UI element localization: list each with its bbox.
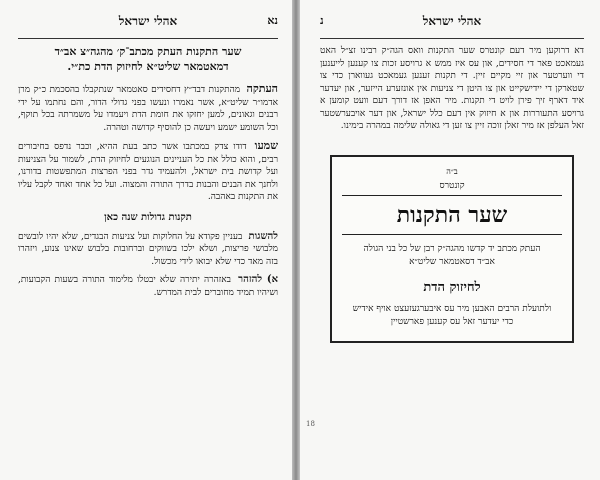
- left-header-title: אהלי ישראל: [118, 14, 178, 28]
- left-section2-lead: שמעו: [254, 139, 278, 152]
- right-header-rule: [320, 38, 584, 39]
- book-gutter: [292, 0, 300, 480]
- left-title: שער התקנות העתק מכתב־ק׳ מהגה״צ אב״ד: [54, 45, 242, 58]
- left-section2-paragraph: [18, 140, 278, 204]
- left-intro-paragraph: [18, 83, 278, 134]
- left-section-heading: תקנות גדולות שנה כאן: [104, 211, 192, 223]
- cover-title-box: [330, 155, 574, 343]
- left-item-2: [18, 274, 278, 299]
- right-page: [300, 0, 600, 480]
- cover-benefit-1: ולתועלת הרבים האבען מיר עס איבערגעזעצט אויף אידיש: [352, 303, 552, 314]
- cover-line-1: העתק מכתב יד קדשו מהגה״ק רבן של כל בני הגולה: [363, 243, 541, 254]
- cover-kuntres: קונטרס: [439, 180, 465, 191]
- right-margin-mark: 18: [306, 420, 315, 428]
- cover-benefit-2: כדי יעדער זאל עס קענען פארשטיין: [390, 316, 514, 327]
- left-subtitle: דמאטמאר שליט״א לחיזוק הדת כת״י.: [67, 60, 229, 73]
- left-item-2-lead: א) להזהר: [238, 274, 278, 285]
- right-page-number: נ: [320, 14, 324, 27]
- left-intro-text: מהתקנות דבד״ץ דחסידים סאטמאר שנתקבלו בהסכמת כ״ק מרן אדמו״ר שליט״א, אשר נאמרו ונעשו בפני גדולי הדור, והם נחתמו על ידי רבנים וגאונים, למען יחזקו את חומת הדת ויעמדו על משמרתה בכל תוקף, וכל השומע ישמע ויעשה כן להוסיף קדושה וטהרה.: [18, 85, 278, 133]
- left-header-rule: [18, 38, 278, 39]
- left-page: [0, 0, 292, 480]
- cover-line-2: אב״ד דסאטמאר שליט״א: [409, 256, 495, 267]
- left-running-head: [18, 14, 278, 36]
- left-item-1-text: בעניין פקודא על החלוקות ועל צניעות הבגדים, שלא יהיו לובשים מלבושי פריצות, ושלא ילכו בשווקים וברחובות בלבוש שאינו צנוע, ויזהרו בזה מאד כדי שלא יבואו לידי מכשול.: [18, 231, 278, 267]
- cover-chizuk: לחיזוק הדת: [423, 279, 481, 295]
- left-item-2-text: באזהרה יתירה שלא יבטלו מלימוד התורה בשעות הקבועות, ושיהיו תמיד מחוברים לבית המדרש.: [18, 275, 278, 298]
- left-intro-lead: העתקה: [246, 82, 278, 95]
- cover-title: שער התקנות: [342, 195, 562, 235]
- right-header-title: אהלי ישראל: [422, 14, 482, 28]
- left-section2-text: דודו צדק במכתבו אשר כתב בעת ההיא, וכבר נדפס בחיבורים רבים, והוא כולל את כל העניינים הנוגעים לחיזוק הדת, לשמור על הצניעות ועל קדושת בית ישראל, ולהעמיד גדר בפני הפרצות המתפשטות בדורנו, ולחנך את הבנים והבנות בדרך התורה והמצוה. ועל כל אחד ואחד לקבל עליו את התקנות באהבה.: [18, 142, 278, 202]
- right-running-head: [320, 14, 584, 36]
- left-item-1-lead: להשגות: [248, 230, 278, 242]
- right-paragraph: דא דרוקען מיר דעם קונטרס שער התקנות וואס הגה״ק רבינו זצ״ל האט געמאכט פאר די חסידים, און עס איז ממש א גרויסע זכות צו קענען לייענען די ווערטער און זיי מקיים זיין. די תקנות זענען געמאכט געווארן כדי צו שטארקן די יידישקייט און צו היטן די צניעות אין אונזערע הייזער, און יעדער איד דארף זיך פירן לויט די תקנות. מיר האפן אז דורך דעם וועט קומען א גרויסע התעוררות און א חיזוק אין דעם כלל ישראל, און דער אויבערשטער זאל העלפן אז מיר זאלן זוכה זיין צו זען די גאולה שלימה במהרה בימינו.: [320, 46, 584, 131]
- cover-bh: ב״ה: [446, 166, 458, 176]
- left-item-1: [18, 231, 278, 269]
- left-page-number: נא: [267, 14, 278, 27]
